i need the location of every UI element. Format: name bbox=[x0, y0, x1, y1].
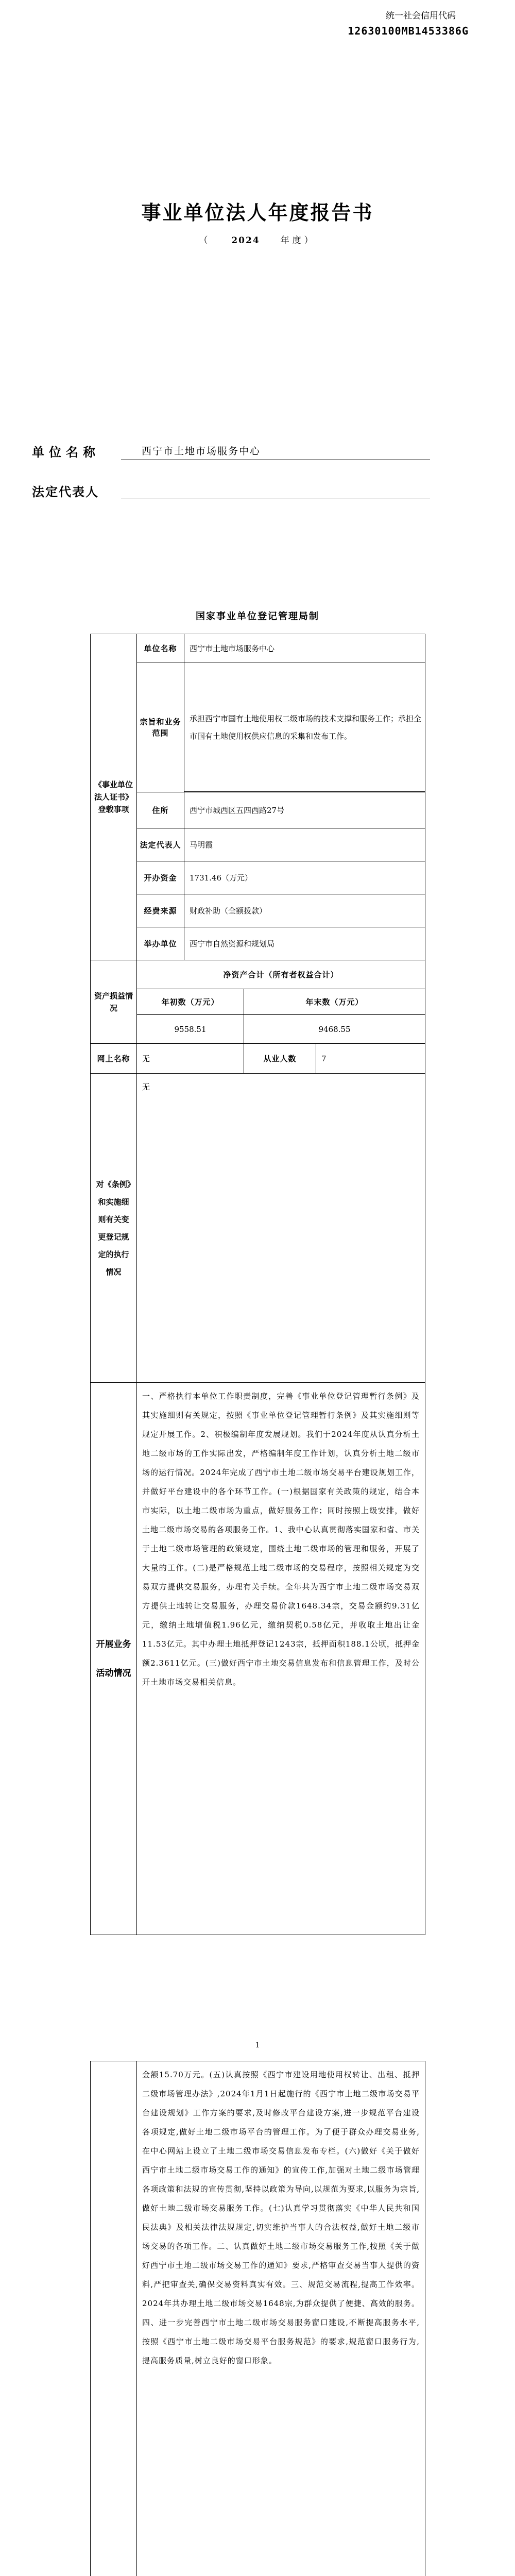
year-value: 2024 bbox=[231, 235, 260, 246]
unit-name-label: 单位名称 bbox=[137, 634, 184, 663]
year-open: （ bbox=[199, 235, 211, 246]
credit-code-value: 12630100MB1453386G bbox=[348, 25, 469, 37]
source-label: 经费来源 bbox=[137, 894, 184, 927]
source-value: 财政补助（全额拨款） bbox=[184, 894, 425, 927]
year-close: 年度） bbox=[280, 235, 316, 246]
unit-name-value: 西宁市土地市场服务中心 bbox=[184, 634, 425, 663]
address-label: 住所 bbox=[137, 792, 184, 828]
document-title: 事业单位法人年度报告书 bbox=[141, 201, 374, 224]
compliance-label: 对《条例》和实施细则有关变更登记规定的执行情况 bbox=[91, 1074, 137, 1383]
assets-begin-value: 9558.51 bbox=[137, 1015, 244, 1044]
cover-unit-value: 西宁市土地市场服务中心 bbox=[142, 446, 261, 457]
table-caption: 国家事业单位登记管理局制 bbox=[196, 611, 319, 622]
cert-section-label: 《事业单位法人证书》登载事项 bbox=[91, 634, 137, 960]
staff-value: 7 bbox=[316, 1044, 425, 1074]
address-value: 西宁市城西区五四西路27号 bbox=[184, 792, 425, 828]
org-value: 西宁市自然资源和规划局 bbox=[184, 927, 425, 960]
scope-label: 宗旨和业务范围 bbox=[137, 663, 184, 792]
online-name-label: 网上名称 bbox=[91, 1044, 137, 1074]
rep-value: 马明霞 bbox=[184, 828, 425, 861]
online-name-value: 无 bbox=[137, 1044, 244, 1074]
credit-code-label: 统一社会信用代码 bbox=[386, 11, 456, 21]
assets-end-value: 9468.55 bbox=[244, 1015, 425, 1044]
report-year bbox=[0, 233, 515, 246]
scope-value: 承担西宁市国有土地使用权二级市场的技术支撑和服务工作；承担全市国有土地使用权供应信息的采集和发布工作。 bbox=[184, 663, 425, 792]
page-number: 1 bbox=[255, 2041, 260, 2049]
business-label: 开展业务活动情况 bbox=[91, 1383, 137, 1935]
business-p1: 一、严格执行本单位工作职责制度，完善《事业单位登记管理暂行条例》及其实施细则有关规定，按照《事业单位登记管理暂行条例》及其实施细则等规定开展工作。2、积极编制年度发展规划。我们于2024年度从认真分析土地二级市场的工作实际出发，严格编制年度工作计划，认真分析土地二级市场的运行情况。2024年完成了西宁市土地二级市场交易平台建设规划工作，并做好平台建设中的各个环节工作。(一)根据国家有关政策的规定，结合本市实际，以土地二级市场为重点，做好服务工作；同时按照上级安排，做好土地二级市场交易的各项服务工作。1、我中心认真贯彻落实国家和省、市关于土地二级市场管理的政策规定，围绕土地二级市场的管理和服务，开展了大量的工作。(二)是严格规范土地二级市场的交易程序，按照相关规定为交易双方提供交易服务，办理有关手续。全年共为西宁市土地二级市场交易双方提供土地转让交易服务，办理交易价款1648.34宗，交易金额约9.31亿元，缴纳土地增值税1.96亿元，缴纳契税0.58亿元，并收取土地出让金11.53亿元。其中办理土地抵押登记1243宗，抵押面积188.1公顷，抵押金额2.3611亿元。(三)做好西宁市土地交易信息发布和信息管理工作，及时公开土地市场交易相关信息。 bbox=[137, 1383, 425, 1935]
funding-value: 1731.46（万元） bbox=[184, 861, 425, 894]
business-p2: 金额15.70万元。(五)认真按照《西宁市建设用地使用权转让、出租、抵押二级市场管理办法》,2024年1月1日起施行的《西宁市土地二级市场交易平台建设规划》工作方案的要求,及时修改平台建设方案,进一步规范平台建设各项规定,做好土地二级市场平台的管理工作。为了便于群众办理交易业务,在中心网站上设立了土地二级市场交易信息发布专栏。(六)做好《关于做好西宁市土地二级市场交易工作的通知》的宣传工作,加强对土地二级市场管理各项政策和法规的宣传贯彻,坚持以政策为导向,以规范为要求,以服务为宗旨,做好土地二级市场交易服务工作。(七)认真学习贯彻落实《中华人民共和国民法典》及相关法律法规规定,切实维护当事人的合法权益,做好土地二级市场交易的各项工作。二、认真做好土地二级市场交易服务工作,按照《关于做好西宁市土地二级市场交易工作的通知》要求,严格审查交易当事人提供的资料,严把审查关,确保交易资料真实有效。三、规范交易流程,提高工作效率。2024年共办理土地二级市场交易1648宗,为群众提供了便捷、高效的服务。四、进一步完善西宁市土地二级市场交易服务窗口建设,不断提高服务水平,按照《西宁市土地二级市场交易平台服务规范》的要求,规范窗口服务行为,提高服务质量,树立良好的窗口形象。 bbox=[137, 2061, 425, 2576]
report-table-1 bbox=[90, 634, 425, 1935]
rep-label: 法定代表人 bbox=[137, 828, 184, 861]
report-page-1 bbox=[90, 634, 425, 1935]
business-continued-label bbox=[91, 2061, 137, 2576]
cover-unit-label: 单位名称 bbox=[32, 445, 100, 460]
org-label: 举办单位 bbox=[137, 927, 184, 960]
staff-label: 从业人数 bbox=[244, 1044, 316, 1074]
assets-begin-label: 年初数（万元） bbox=[137, 989, 244, 1015]
assets-section-label: 资产损益情况 bbox=[91, 960, 137, 1044]
funding-label: 开办资金 bbox=[137, 861, 184, 894]
net-assets-label: 净资产合计（所有者权益合计） bbox=[137, 960, 425, 989]
assets-end-label: 年末数（万元） bbox=[244, 989, 425, 1015]
compliance-value: 无 bbox=[137, 1074, 425, 1383]
cover-rep-label: 法定代表人 bbox=[32, 484, 99, 499]
report-table-2 bbox=[90, 2061, 425, 2576]
report-page-2 bbox=[90, 2061, 425, 2576]
